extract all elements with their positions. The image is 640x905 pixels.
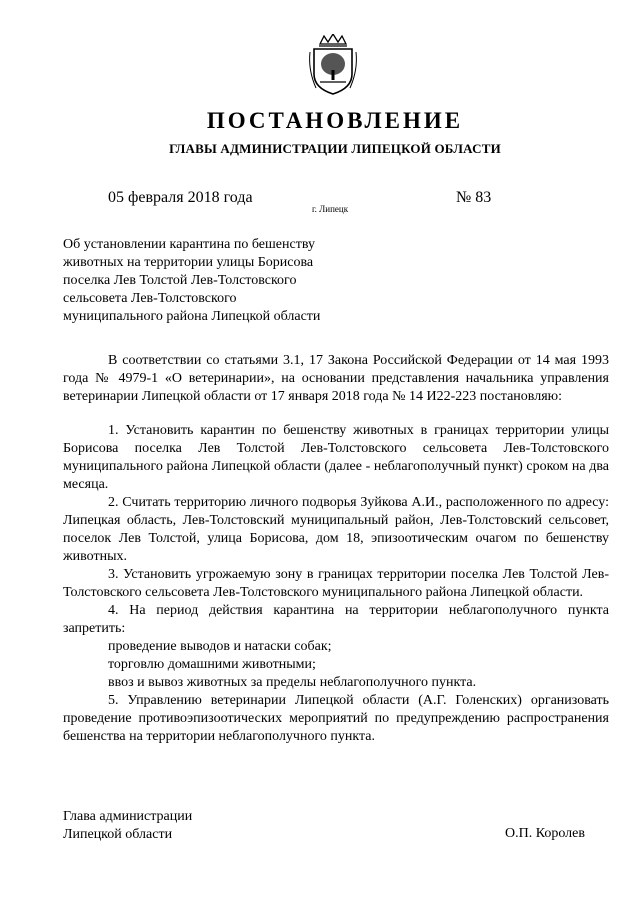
- item-3-paragraph: 3. Установить угрожаемую зону в границах территории поселка Лев Толстой Лев-Толстовского сельсовета Лев-Толстовского муниципального района Липецкой области.: [63, 567, 609, 600]
- preamble-paragraph: В соответствии со статьями 3.1, 17 Закона Российской Федерации от 14 мая 1993 года № 4979-1 «О ветеринарии», на основании представления начальника управления ветеринарии Липецкой области от 17 января 2018 года № 14 И22-223 постановляю:: [63, 353, 609, 404]
- item-4-subitem: ввоз и вывоз животных за пределы неблагополучного пункта.: [108, 675, 477, 690]
- document-heading: [63, 236, 363, 326]
- coat-of-arms-emblem: [306, 34, 360, 96]
- heading-line: Об установлении карантина по бешенству: [63, 237, 315, 252]
- document-subtitle: ГЛАВЫ АДМИНИСТРАЦИИ ЛИПЕЦКОЙ ОБЛАСТИ: [169, 141, 501, 156]
- document-date: 05 февраля 2018 года: [108, 189, 253, 206]
- document-body: [63, 352, 609, 746]
- document-number: № 83: [456, 189, 492, 206]
- document-city: г. Липецк: [312, 204, 349, 214]
- document-title: ПОСТАНОВЛЕНИЕ: [206, 108, 464, 133]
- signer-position-line: Глава администрации: [63, 809, 193, 824]
- signer-position: [63, 808, 192, 844]
- heading-line: животных на территории улицы Борисова: [63, 255, 314, 270]
- item-4-paragraph: 4. На период действия карантина на территории неблагополучного пункта запретить:: [63, 603, 609, 636]
- signer-name: О.П. Королев: [505, 826, 585, 841]
- item-4-subitem: торговлю домашними животными;: [108, 657, 316, 672]
- item-1-paragraph: 1. Установить карантин по бешенству животных в границах территории улицы Борисова поселка Лев Толстой Лев-Толстовского сельсовета Лев-Толстовского муниципального района Липецкой области (далее - неблагополучный пункт) сроком на два месяца.: [63, 423, 609, 492]
- heading-line: поселка Лев Толстой Лев-Толстовского: [63, 273, 297, 288]
- heading-line: муниципального района Липецкой области: [63, 309, 321, 324]
- signer-position-line: Липецкой области: [63, 827, 173, 842]
- item-5-paragraph: 5. Управлению ветеринарии Липецкой области (А.Г. Голенских) организовать проведение противоэпизоотических мероприятий по предупреждению распространения бешенства на территории неблагополучного пункта.: [63, 693, 609, 744]
- item-2-paragraph: 2. Считать территорию личного подворья Зуйкова А.И., расположенного по адресу: Липецкая область, Лев-Толстовский муниципальный район, Лев-Толстовский сельсовет, поселок Лев Толстой, улица Борисова, дом 18, эпизоотическим очагом по бешенству животных.: [63, 495, 609, 564]
- heading-line: сельсовета Лев-Толстовского: [63, 291, 237, 306]
- item-4-subitem: проведение выводов и натаски собак;: [108, 639, 332, 654]
